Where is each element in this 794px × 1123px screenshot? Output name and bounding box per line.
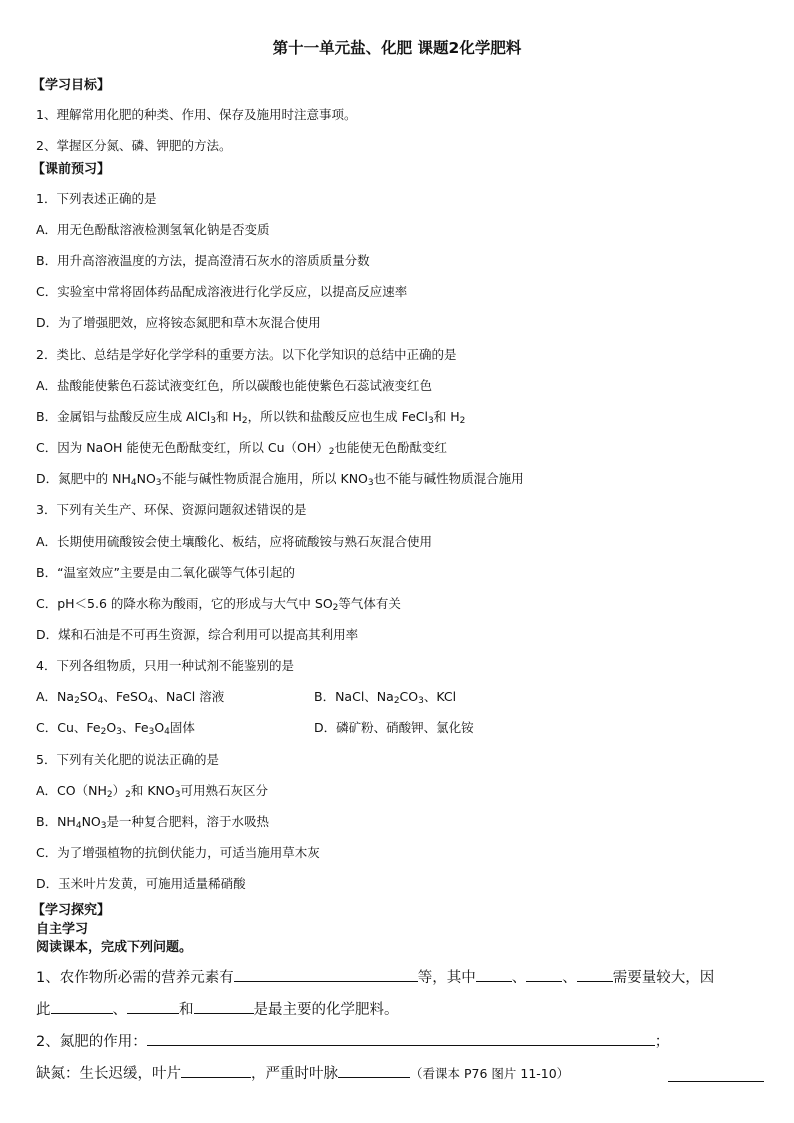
fill-line-4: 缺氮：生长迟缓，叶片 ，严重时叶脉 （看课本 P76 图片 11-10）: [36, 1063, 569, 1083]
fill-line-2: 此 、 和 是最主要的化学肥料。: [36, 999, 399, 1019]
q1-option-c: C．实验室中常将固体药品配成溶液进行化学反应，以提高反应速率: [36, 284, 408, 299]
q1-stem: 1．下列表述正确的是: [36, 191, 157, 206]
preview-header: 【课前预习】: [32, 162, 111, 177]
blank-element-3[interactable]: [577, 967, 613, 982]
q3-option-d: D．煤和石油是不可再生资源，综合利用可以提高其利用率: [36, 627, 359, 642]
q3-stem: 3．下列有关生产、环保、资源问题叙述错误的是: [36, 502, 307, 517]
q5-option-a: A．$CO(NH_2)_2$和 $KNO_3$可用熟石灰区分: [36, 783, 268, 800]
q4-option-a: A．$Na_2SO_4$、FeSO$_4$、NaCl 溶液: [36, 689, 225, 706]
fill-line-1: 1、农作物所必需的营养元素有 等，其中 、 、 需要量较大，因: [36, 967, 714, 987]
blank-element-2[interactable]: [526, 967, 562, 982]
blank-extra[interactable]: [668, 1067, 764, 1082]
goal-item-1: 1、理解常用化肥的种类、作用、保存及施用时注意事项。: [36, 107, 357, 122]
q5-option-c: C．为了增强植物的抗倒伏能力，可适当施用草木灰: [36, 845, 320, 860]
blank-fertilizer-2[interactable]: [127, 999, 179, 1014]
blank-fertilizer-1[interactable]: [51, 999, 113, 1014]
q1-option-a: A．用无色酚酞溶液检测氢氧化钠是否变质: [36, 222, 270, 237]
goal-item-2: 2、掌握区分氮、磷、钾肥的方法。: [36, 138, 232, 153]
q1-option-d: D．为了增强肥效，应将铵态氮肥和草木灰混合使用: [36, 315, 321, 330]
blank-element-1[interactable]: [476, 967, 512, 982]
blank-fertilizer-3[interactable]: [194, 999, 254, 1014]
q3-option-a: A．长期使用硫酸铵会使土壤酸化、板结，应将硫酸铵与熟石灰混合使用: [36, 534, 433, 549]
page-title: 第十一单元盐、化肥 课题2化学肥料: [272, 39, 522, 57]
explore-header: 【学习探究】: [32, 903, 111, 918]
goals-header: 【学习目标】: [32, 78, 111, 93]
q2-option-d: D．氮肥中的 $NH_4NO_3$不能与碱性物质混合施用，所以 $KNO_3$也不能与碱性物质混合施用: [36, 471, 524, 488]
q3-option-b: B．“温室效应”主要是由二氧化碳等气体引起的: [36, 565, 296, 580]
q2-stem: 2．类比、总结是学好化学学科的重要方法。以下化学知识的总结中正确的是: [36, 347, 457, 362]
blank-nutrients[interactable]: [234, 967, 418, 982]
q4-stem: 4．下列各组物质，只用一种试剂不能鉴别的是: [36, 658, 294, 673]
q4-option-c: C．Cu、$Fe_2O_3$、$Fe_3O_4$固体: [36, 720, 195, 737]
q5-option-d: D．玉米叶片发黄，可施用适量稀硝酸: [36, 876, 246, 891]
q2-option-b: B．金属铝与盐酸反应生成 AlCl$_3$和 $H_2$，所以铁和盐酸反应也生成 FeCl$_3$和 $H_2$: [36, 409, 466, 426]
q3-option-c: C．pH＜5.6 的降水称为酸雨，它的形成与大气中 $SO_2$等气体有关: [36, 596, 401, 613]
blank-vein-color[interactable]: [338, 1063, 410, 1078]
q5-option-b: B．$NH_4NO_3$是一种复合肥料，溶于水吸热: [36, 814, 270, 831]
self-study-label: 自主学习: [36, 922, 89, 937]
blank-nitrogen-effect[interactable]: [147, 1031, 655, 1046]
q2-option-a: A．盐酸能使紫色石蕊试液变红色，所以碳酸也能使紫色石蕊试液变红色: [36, 378, 433, 393]
q4-option-d: D．磷矿粉、硝酸钾、氯化铵: [314, 720, 474, 735]
q4-option-b: B．NaCl、$Na_2CO_3$、KCl: [314, 689, 457, 706]
fill-line-3: 2、氮肥的作用： ；: [36, 1031, 669, 1051]
blank-leaf-color[interactable]: [181, 1063, 251, 1078]
instruction-text: 阅读课本，完成下列问题。: [36, 940, 193, 955]
q5-stem: 5．下列有关化肥的说法正确的是: [36, 752, 219, 767]
q1-option-b: B．用升高溶液温度的方法，提高澄清石灰水的溶质质量分数: [36, 253, 370, 268]
q2-option-c: C．因为 NaOH 能使无色酚酞变红，所以 $Cu(OH)_2$也能使无色酚酞变红: [36, 440, 448, 457]
